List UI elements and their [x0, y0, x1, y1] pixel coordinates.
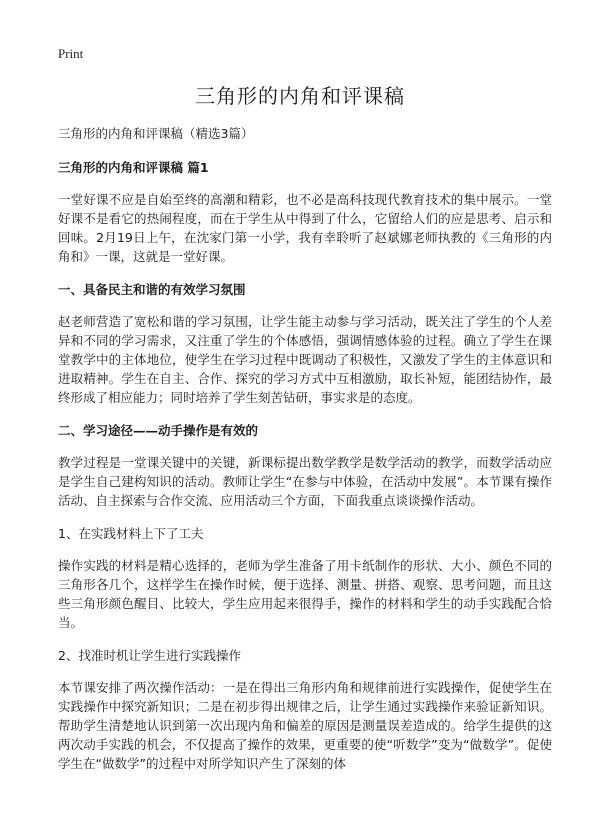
subheading-2: 2、找准时机让学生进行实践操作	[58, 648, 241, 663]
paragraph-2: 赵老师营造了宽松和谐的学习氛围，让学生能主动参与学习活动，既关注了学生的个人差异和不同的学习需求，又注重了学生的个体感悟，强调情感体验的过程。确立了学生在课堂教学中的主体地位，使学生在学习过程中既调动了积极性，又激发了学生的主体意识和进取精神。学生在自主、合作、探究的学习方式中互相激励，取长补短，能团结协作，最终形成了相应能力；同时培养了学生刻苦钻研，事实求是的态度。	[58, 314, 552, 405]
paragraph-1: 一堂好课不应是自始至终的高潮和精彩，也不必是高科技现代教育技术的集中展示。一堂好课不是看它的热闹程度，而在于学生从中得到了什么，它留给人们的应是思考、启示和回味。2月19日上午，在沈家门第一小学，我有幸聆听了赵斌娜老师执教的《三角形的内角和》一课，这就是一堂好课。	[58, 192, 552, 264]
print-link[interactable]: Print	[58, 46, 84, 61]
paragraph-3: 教学过程是一堂课关键中的关键，新课标提出数学教学是数学活动的教学，而数学活动应是学生自己建构知识的活动。教师让学生“在参与中体验，在活动中发展”。本节课有操作活动、自主探索与合作交流、应用活动三个方面，下面我重点谈谈操作活动。	[58, 455, 552, 508]
document-subtitle: 三角形的内角和评课稿（精选3篇）	[58, 126, 254, 141]
paragraph-4: 操作实践的材料是精心选择的，老师为学生准备了用卡纸制作的形状、大小、颜色不同的三角形各几个，这样学生在操作时候，便于选择、测量、拼搭、观察、思考问题，而且这些三角形颜色醒目、比较大，学生应用起来很得手，操作的材料和学生的动手实践配合恰当。	[58, 558, 552, 630]
paragraph-5: 本节课安排了两次操作活动：一是在得出三角形内角和规律前进行实践操作，促使学生在实践操作中探究新知识；二是在初步得出规律之后，让学生通过实践操作来验证新知识。帮助学生清楚地认识到第一次出现内角和偏差的原因是测量误差造成的。给学生提供的这两次动手实践的机会，不仅提高了操作的效果，更重要的使“听数学”变为“做数学”。促使学生在“做数学”的过程中对所学知识产生了深刻的体	[58, 680, 552, 771]
document-body	[58, 124, 552, 787]
heading-2: 二、学习途径——动手操作是有效的	[58, 423, 259, 438]
heading-1: 一、具备民主和谐的有效学习氛围	[58, 282, 246, 297]
subheading-1: 1、在实践材料上下了工夫	[58, 526, 204, 541]
page-title: 三角形的内角和评课稿	[195, 84, 405, 108]
section-heading: 三角形的内角和评课稿 篇1	[58, 160, 209, 175]
